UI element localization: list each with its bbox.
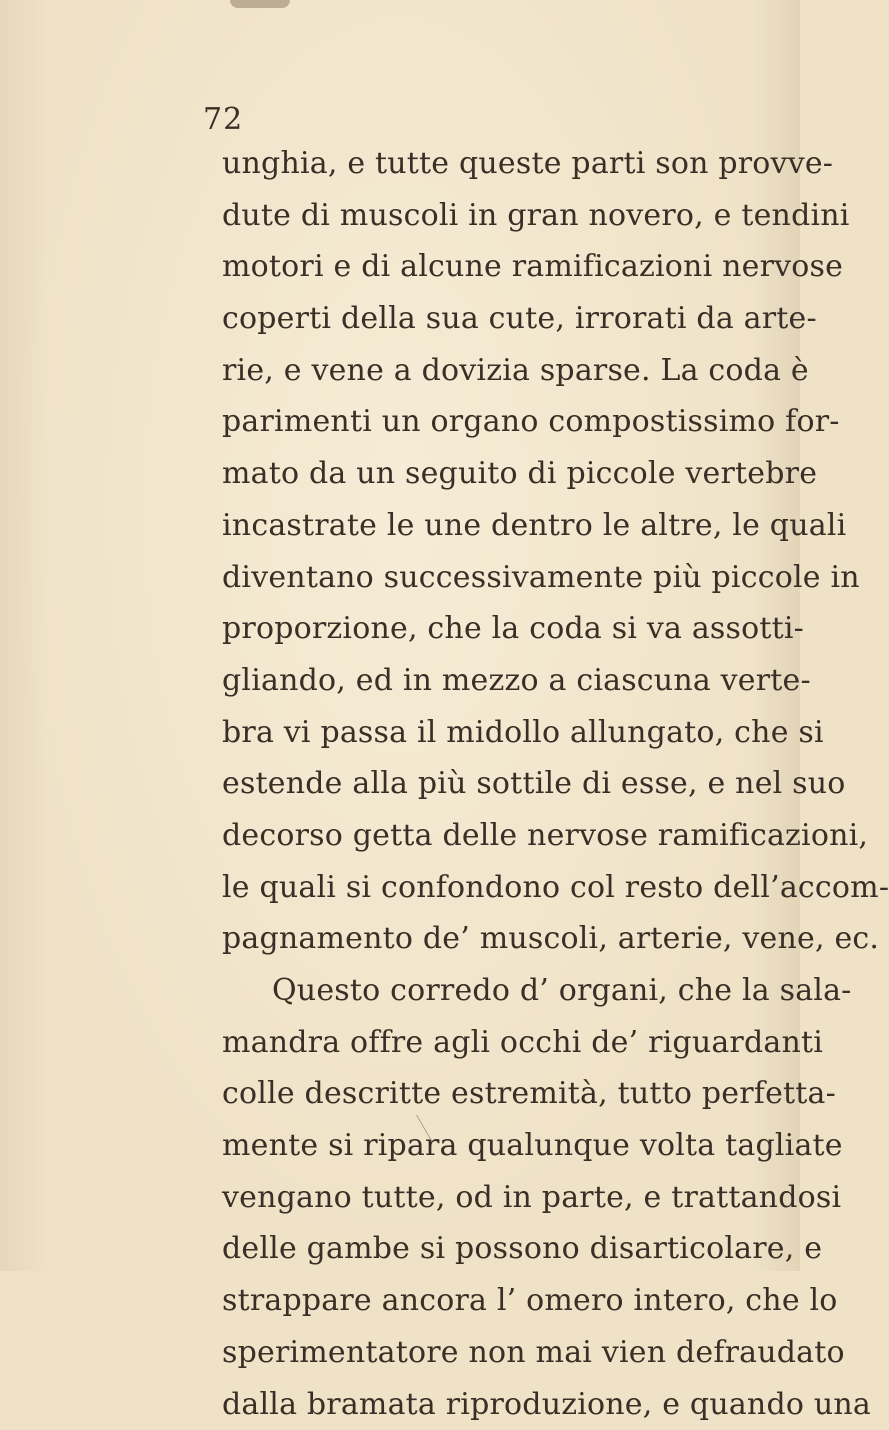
text-line: rie, e vene a dovizia sparse. La coda è [222,345,782,397]
text-line: sperimentatore non mai vien defraudato [222,1327,782,1379]
text-line: unghia, e tutte queste parti son provve- [222,138,782,190]
text-line: parimenti un organo compostissimo for- [222,396,782,448]
text-line: incastrate le une dentro le altre, le quali [222,500,782,552]
text-line: mente si ripara qualunque volta tagliate [222,1120,782,1172]
text-line: decorso getta delle nervose ramificazioni, [222,810,782,862]
text-line: delle gambe si possono disarticolare, e [222,1223,782,1275]
paragraph-start-line: Questo corredo d’ organi, che la sala- [222,965,782,1017]
text-line: vengano tutte, od in parte, e trattandosi [222,1172,782,1224]
text-line: gliando, ed in mezzo a ciascuna verte- [222,655,782,707]
text-line: dalla bramata riproduzione, e quando una [222,1379,782,1430]
body-text [222,138,782,1430]
paragraph-end-line: pagnamento de’ muscoli, arterie, vene, ec. [222,913,782,965]
text-line: proporzione, che la coda si va assotti- [222,603,782,655]
text-line: colle descritte estremità, tutto perfetta- [222,1068,782,1120]
text-line: estende alla più sottile di esse, e nel suo [222,758,782,810]
text-line: dute di muscoli in gran novero, e tendini [222,190,782,242]
text-line: strappare ancora l’ omero intero, che lo [222,1275,782,1327]
text-line: mandra offre agli occhi de’ riguardanti [222,1017,782,1069]
text-line: diventano successivamente più piccole in [222,552,782,604]
text-line: coperti della sua cute, irrorati da arte- [222,293,782,345]
text-line: bra vi passa il midollo allungato, che si [222,707,782,759]
page-edge-stain [230,0,290,8]
text-line: motori e di alcune ramificazioni nervose [222,241,782,293]
page-number: 72 [203,100,243,140]
text-line: le quali si confondono col resto dell’accom- [222,862,782,914]
text-line: mato da un seguito di piccole vertebre [222,448,782,500]
